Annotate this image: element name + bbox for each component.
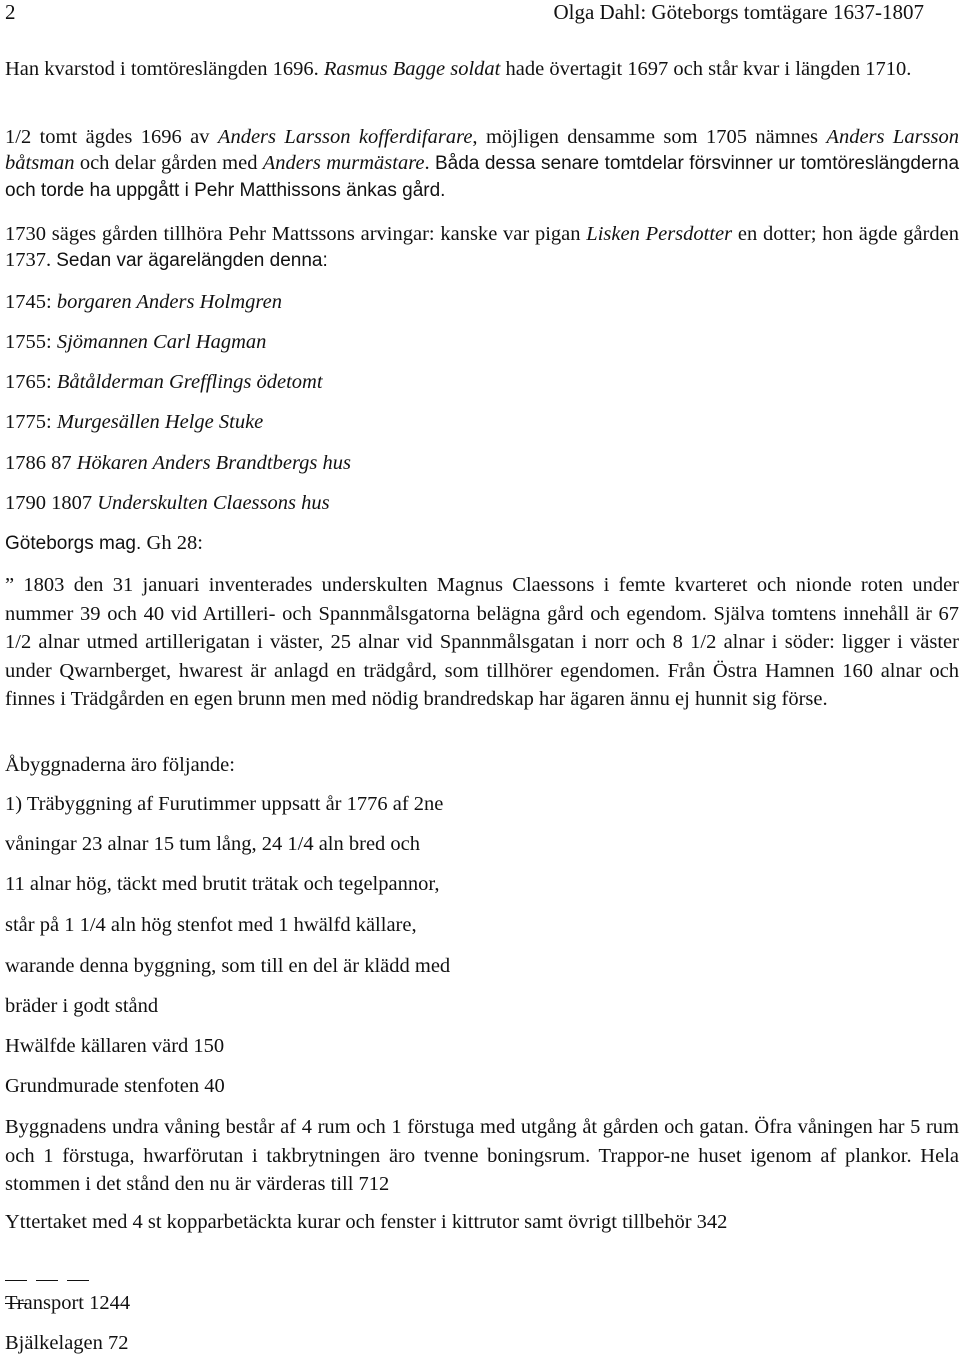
italic-name: Anders Larsson kofferdifarare bbox=[217, 126, 473, 148]
italic-name: Rasmus Bagge soldat bbox=[323, 58, 501, 80]
owner-year: 1775: bbox=[5, 411, 57, 433]
italic-name: Anders Larsson båtsman bbox=[5, 126, 960, 174]
buildings-intro: Åbyggnaderna äro följande: bbox=[5, 754, 235, 776]
building-line: bräder i godt stånd bbox=[5, 995, 159, 1017]
building-line: Grundmurade stenfoten 40 bbox=[5, 1075, 225, 1097]
building-line: 11 alnar hög, täckt med brutit trätak och tegelpannor, bbox=[5, 873, 440, 895]
owner-entry bbox=[5, 490, 330, 516]
owner-name: Sjömannen Carl Hagman bbox=[56, 331, 267, 353]
sans-text: Sedan var ägarelängden denna: bbox=[56, 250, 328, 271]
owner-year: 1765: bbox=[5, 371, 57, 393]
text: Han kvarstod i tomtöreslängden 1696. bbox=[5, 58, 324, 80]
transport-line: Transport 1244 bbox=[5, 1292, 131, 1314]
sans-text: Båda dessa senare tomtdelar försvinner ur tomtöreslängderna och torde ha uppgått i Pehr Matthissons änkas gård. bbox=[5, 153, 960, 201]
text: , möjligen densamme som 1705 nämnes bbox=[472, 126, 827, 148]
owner-entry bbox=[5, 409, 263, 435]
building-line: står på 1 1/4 aln hög stenfot med 1 hwälfd källare, bbox=[5, 914, 417, 936]
owner-name: borgaren Anders Holmgren bbox=[56, 291, 282, 313]
sans-text: Göteborgs mag. bbox=[5, 533, 147, 554]
page-number: 2 bbox=[5, 0, 16, 24]
text: . bbox=[424, 152, 435, 174]
building-line: Hwälfde källaren värd 150 bbox=[5, 1035, 225, 1057]
owner-year: 1755: bbox=[5, 331, 57, 353]
owner-entry bbox=[5, 369, 323, 395]
building-line: warande denna byggning, som till en del är klädd med bbox=[5, 955, 451, 977]
owner-entry bbox=[5, 329, 266, 355]
beams-line: Bjälkelagen 72 bbox=[5, 1332, 129, 1354]
page-header bbox=[5, 0, 957, 40]
source-reference bbox=[5, 530, 203, 557]
building-line: 1) Träbyggning af Furutimmer uppsatt år 1776 af 2ne bbox=[5, 793, 444, 815]
text: Gh 28: bbox=[146, 532, 203, 554]
floors-paragraph: Byggnadens undra våning består af 4 rum och 1 förstuga med utgång åt gården och gatan. Öfra våningen har 5 rum och 1 förstuga, hwarförutan i takbrytningen äro tvenne boningsrum. Trappor-ne huset igenom af plankor. Hela stommen i det stånd den nu är värderas till 712 bbox=[5, 1116, 959, 1195]
paragraph-2 bbox=[5, 124, 959, 204]
owner-name: Båtålderman Grefflings ödetomt bbox=[56, 371, 323, 393]
italic-name: Lisken Persdotter bbox=[586, 223, 733, 245]
owner-entry bbox=[5, 289, 282, 315]
quote-paragraph: ” 1803 den 31 januari inventerades underskulten Magnus Claessons i femte kvarteret och nionde roten under nummer 39 och 40 vid Artilleri- och Spannmålsgatorna belägna gård och egendom. Själva tomtens innehåll är 67 1/2 alnar utmed artillerigatan i väster, 25 alnar vid Spannmålsgatan i norr och 8 1/2 alnar i söder: ligger i väster under Qwarnberget, hwarest är anlagd en trädgård, som tillhörer egendomen. Från Östra Hamnen 160 alnar och finnes i Trädgården en egen brunn men med nödig brandredskap har ägaren ännu ej hunnit sig förse. bbox=[5, 574, 959, 710]
roof-line: Yttertaket med 4 st kopparbetäckta kurar och fenster i kittrutor samt övrigt tillbehör 342 bbox=[5, 1211, 728, 1233]
paragraph-1 bbox=[5, 56, 959, 82]
owner-year: 1790 1807 bbox=[5, 492, 98, 514]
italic-name: Anders murmästare bbox=[262, 152, 425, 174]
owner-entry bbox=[5, 450, 351, 476]
text: 1730 säges gården tillhöra Pehr Mattssons arvingar: kanske var pigan bbox=[5, 223, 587, 245]
owner-year: 1786 87 bbox=[5, 452, 77, 474]
owner-name: Hökaren Anders Brandtbergs hus bbox=[76, 452, 352, 474]
text: en dotter; hon ägde gården 1737. bbox=[5, 223, 959, 271]
dash-separator bbox=[5, 1264, 121, 1266]
paragraph-3 bbox=[5, 221, 959, 274]
text: hade övertagit 1697 och står kvar i längden 1710. bbox=[500, 58, 912, 80]
owner-name: Underskulten Claessons hus bbox=[97, 492, 330, 514]
text: och delar gården med bbox=[74, 152, 263, 174]
owner-name: Murgesällen Helge Stuke bbox=[56, 411, 264, 433]
running-title: Olga Dahl: Göteborgs tomtägare 1637-1807 bbox=[553, 0, 924, 24]
owner-year: 1745: bbox=[5, 291, 57, 313]
text: 1/2 tomt ägdes 1696 av bbox=[5, 126, 218, 148]
building-line: våningar 23 alnar 15 tum lång, 24 1/4 aln bred och bbox=[5, 833, 421, 855]
